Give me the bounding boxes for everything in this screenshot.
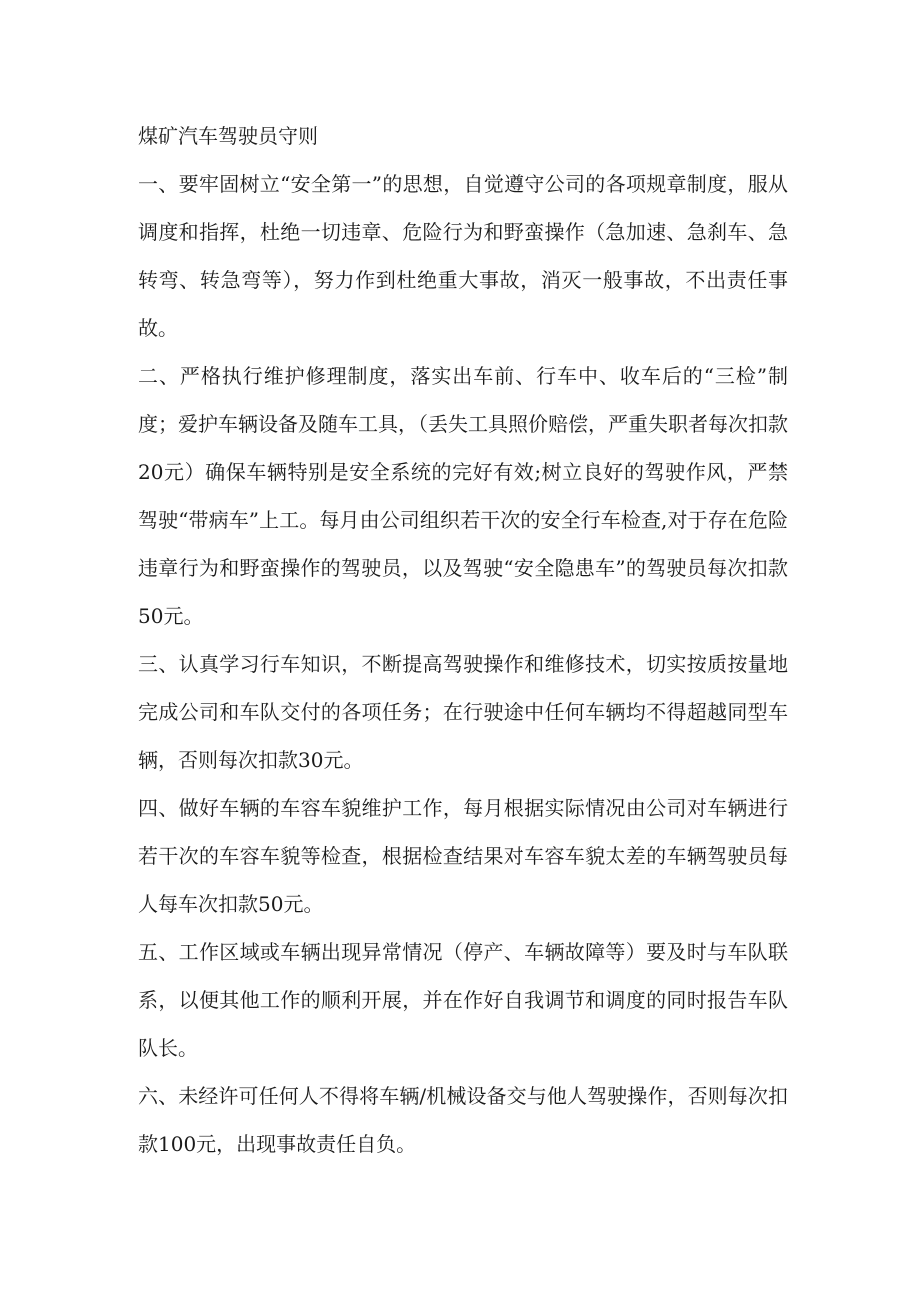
rule-paragraph-2: 二、严格执行维护修理制度，落实出车前、行车中、收车后的“三检”制度；爱护车辆设备及随车工具，（丢失工具照价赔偿，严重失职者每次扣款20元）确保车辆特别是安全系统的完好有效;树立良好的驾驶作风，严禁驾驶“带病车”上工。每月由公司组织若干次的安全行车检查,对于存在危险违章行为和野蛮操作的驾驶员，以及驾驶“安全隐患车”的驾驶员每次扣款50元。 [138, 364, 788, 628]
rule-paragraph-1: 一、要牢固树立“安全第一”的思想，自觉遵守公司的各项规章制度，服从调度和指挥，杜绝一切违章、危险行为和野蛮操作（急加速、急刹车、急转弯、转急弯等），努力作到杜绝重大事故，消灭一般事故，不出责任事故。 [138, 172, 788, 340]
rule-paragraph-4: 四、做好车辆的车容车貌维护工作，每月根据实际情况由公司对车辆进行若干次的车容车貌等检查，根据检查结果对车容车貌太差的车辆驾驶员每人每车次扣款50元。 [138, 796, 788, 916]
rule-paragraph-5: 五、工作区域或车辆出现异常情况（停产、车辆故障等）要及时与车队联系，以便其他工作的顺利开展，并在作好自我调节和调度的同时报告车队队长。 [138, 940, 788, 1060]
document-title: 煤矿汽车驾驶员守则 [138, 124, 318, 148]
rule-paragraph-3: 三、认真学习行车知识，不断提高驾驶操作和维修技术，切实按质按量地完成公司和车队交付的各项任务；在行驶途中任何车辆均不得超越同型车辆，否则每次扣款30元。 [138, 652, 788, 772]
document-body [138, 112, 788, 1168]
rule-paragraph-6: 六、未经许可任何人不得将车辆/机械设备交与他人驾驶操作，否则每次扣款100元，出现事故责任自负。 [138, 1084, 788, 1156]
